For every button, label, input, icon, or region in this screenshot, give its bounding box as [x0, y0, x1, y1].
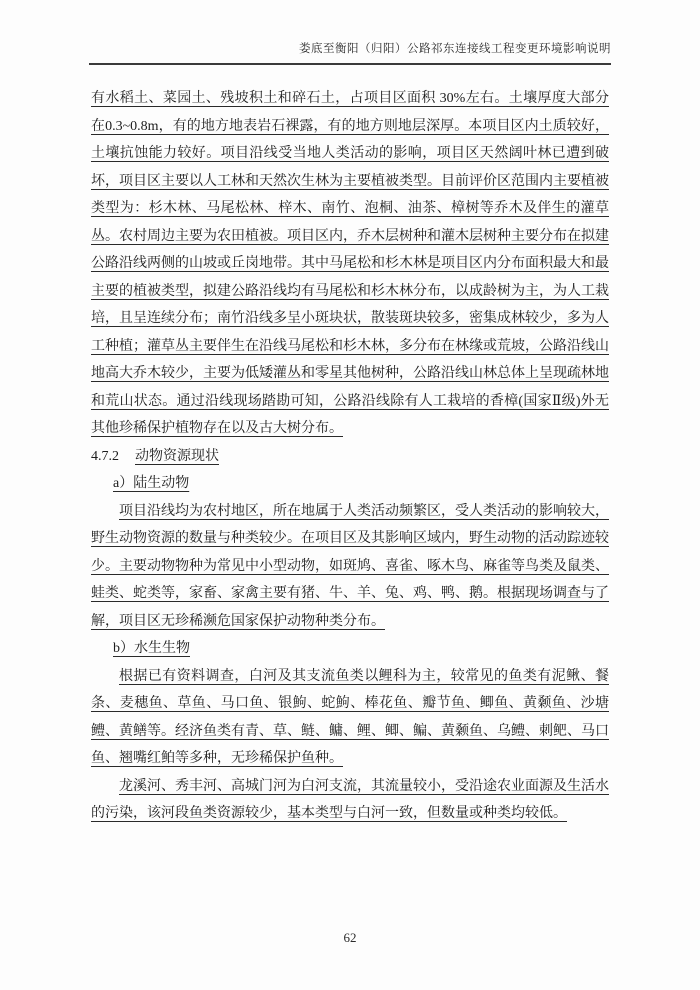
page-header [89, 0, 611, 65]
section-heading-4-7-2 [91, 443, 609, 471]
subsection-a-title: a）陆生动物 [113, 476, 190, 491]
paragraph-aquatic-fish: 根据已有资料调查，白河及其支流鱼类以鲤科为主，较常见的鱼类有泥鳅、餐条、麦穗鱼、草鱼、马口鱼、银鮈、蛇鮈、棒花鱼、瓣节鱼、鲫鱼、黄颡鱼、沙塘鳢、黄鳝等。经济鱼类有青、草、鲢、鳙、鲤、鲫、鳊、黄颡鱼、乌鳢、刺鲃、马口鱼、翘嘴红鲌等多种，无珍稀保护鱼种。 [91, 668, 609, 766]
subsection-b-title: b）水生生物 [113, 641, 190, 656]
paragraph-terrestrial-animals: 项目沿线均为农村地区，所在地属于人类活动频繁区，受人类活动的影响较大，野生动物资源的数量与种类较少。在项目区及其影响区域内，野生动物的活动踪迹较少。主要动物物种为常见中小型动物，如斑鸠、喜雀、啄木鸟、麻雀等鸟类及鼠类、蛙类、蛇类等，家畜、家禽主要有猪、牛、羊、兔、鸡、鸭、鹅。根据现场调查与了解，项目区无珍稀濒危国家保护动物种类分布。 [91, 503, 609, 629]
page-number: 62 [343, 930, 357, 945]
page-footer [0, 930, 700, 946]
paragraph-tributaries: 龙溪河、秀丰河、高城门河为白河支流，其流量较小，受沿途农业面源及生活水的污染，该河段鱼类资源较少，基本类型与白河一致，但数量或种类均较低。 [91, 778, 609, 821]
document-body [91, 85, 609, 828]
subsection-a-heading [91, 470, 609, 498]
paragraph-soil-vegetation: 有水稻土、菜园土、残坡积土和碎石土，占项目区面积 30%左右。土壤厚度大部分在0.3~0.8m，有的地方地表岩石裸露，有的地方则地层深厚。本项目区内土质较好，土壤抗蚀能力较好。项目沿线受当地人类活动的影响，项目区天然阔叶林已遭到破坏，项目区主要以人工林和天然次生林为主要植被类型。目前评价区范围内主要植被类型为：杉木林、马尾松林、梓木、南竹、泡桐、油茶、樟树等乔木及伴生的灌草丛。农村周边主要为农田植被。项目区内，乔木层树种和灌木层树种主要分布在拟建公路沿线两侧的山坡或丘岗地带。其中马尾松和杉木林是项目区内分布面积最大和最主要的植被类型，拟建公路沿线均有马尾松和杉木林分布，以成龄树为主，为人工栽培，且呈连续分布；南竹沿线多呈小斑块状，散装斑块较多，密集成林较少，多为人工种植；灌草丛主要伴生在沿线马尾松和杉木林，多分布在林缘或荒坡，公路沿线山地高大乔木较少，主要为低矮灌丛和零星其他树种，公路沿线山林总体上呈现疏林地和荒山状态。通过沿线现场踏勘可知，公路沿线除有人工栽培的香樟(国家Ⅱ级)外无其他珍稀保护植物存在以及古大树分布。 [91, 91, 609, 436]
section-number: 4.7.2 [91, 448, 119, 464]
header-divider [89, 63, 611, 65]
section-title: 动物资源现状 [135, 448, 219, 464]
header-title: 娄底至衡阳（归阳）公路祁东连接线工程变更环境影响说明 [299, 43, 611, 55]
subsection-b-heading [91, 635, 609, 663]
